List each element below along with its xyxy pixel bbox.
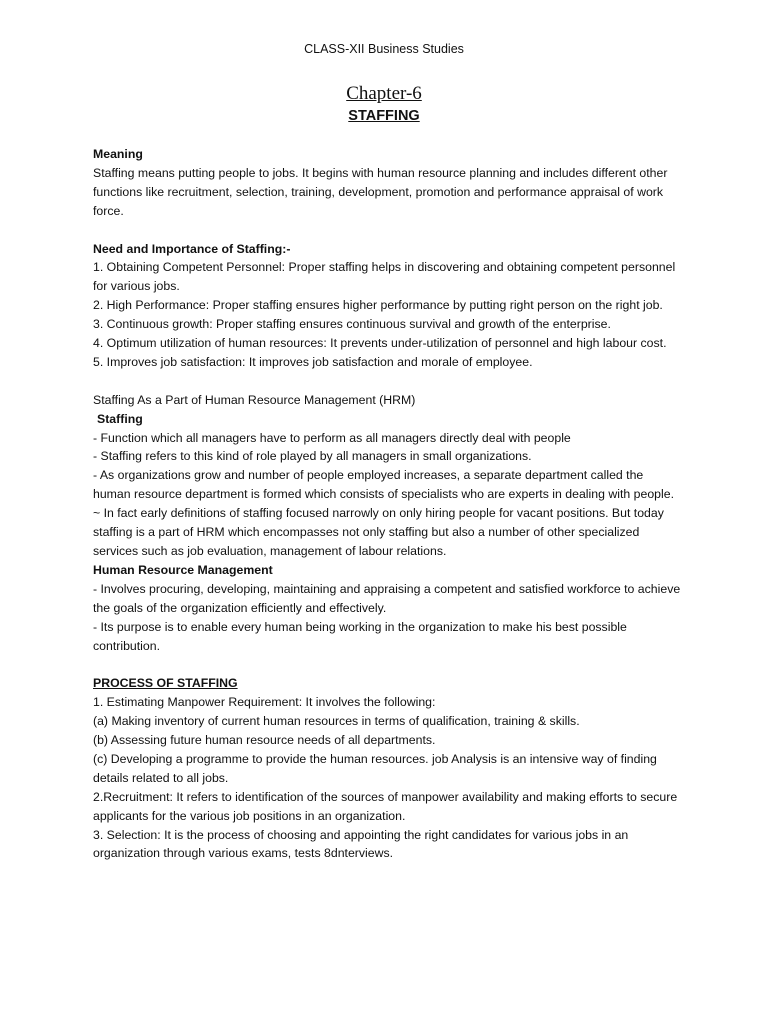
class-line: CLASS-XII Business Studies bbox=[304, 42, 464, 56]
hrm-subheading: Human Resource Management bbox=[93, 562, 273, 577]
process-item: (b) Assessing future human resource needs of all departments. bbox=[93, 733, 436, 748]
process-heading: PROCESS OF STAFFING bbox=[93, 676, 238, 691]
topic-title: STAFFING bbox=[348, 108, 420, 124]
need-item: 2. High Performance: Proper staffing ensures higher performance by putting right person on the right job. bbox=[93, 298, 663, 313]
process-item: 2.Recruitment: It refers to identification of the sources of manpower availability and making efforts to secure applicants for the various job positions in an organization. bbox=[93, 789, 678, 823]
document-body bbox=[93, 145, 683, 863]
need-item: 4. Optimum utilization of human resources: It prevents under-utilization of personnel and high labour cost. bbox=[93, 336, 667, 351]
hrm-item: - Involves procuring, developing, maintaining and appraising a competent and satisfied workforce to achieve the goals of the organization efficiently and effectively. bbox=[93, 581, 681, 615]
chapter-title: Chapter-6 bbox=[346, 83, 422, 104]
process-item: 3. Selection: It is the process of choosing and appointing the right candidates for various jobs in an organization through various exams, tests 8dnterviews. bbox=[93, 827, 629, 861]
process-item: (a) Making inventory of current human resources in terms of qualification, training & skills. bbox=[93, 714, 580, 729]
staffing-item: ~ In fact early definitions of staffing focused narrowly on only hiring people for vacant positions. But today staffing is a part of HRM which encompasses not only staffing but also a number of other specialized services such as job evaluation, management of labour relations. bbox=[93, 506, 664, 558]
process-item: (c) Developing a programme to provide the human resources. job Analysis is an intensive way of finding details related to all jobs. bbox=[93, 751, 657, 785]
staffing-subheading: Staffing bbox=[97, 411, 143, 426]
staffing-item: - As organizations grow and number of people employed increases, a separate department called the human resource department is formed which consists of specialists who are experts in dealing with people. bbox=[93, 468, 674, 502]
need-item: 5. Improves job satisfaction: It improves job satisfaction and morale of employee. bbox=[93, 354, 533, 369]
hrm-item: - Its purpose is to enable every human being working in the organization to make his best possible contribution. bbox=[93, 619, 627, 653]
meaning-text: Staffing means putting people to jobs. It begins with human resource planning and includes different other functions like recruitment, selection, training, development, promotion and performance appraisal of work force. bbox=[93, 165, 668, 218]
process-item: 1. Estimating Manpower Requirement: It involves the following: bbox=[93, 695, 436, 710]
need-item: 1. Obtaining Competent Personnel: Proper staffing helps in discovering and obtaining competent personnel for various jobs. bbox=[93, 260, 676, 294]
staffing-item: - Function which all managers have to perform as all managers directly deal with people bbox=[93, 430, 571, 445]
meaning-heading: Meaning bbox=[93, 147, 143, 161]
staffing-item: - Staffing refers to this kind of role played by all managers in small organizations. bbox=[93, 449, 532, 464]
hrm-heading: Staffing As a Part of Human Resource Management (HRM) bbox=[93, 392, 416, 407]
need-item: 3. Continuous growth: Proper staffing ensures continuous survival and growth of the enterprise. bbox=[93, 317, 611, 332]
need-heading: Need and Importance of Staffing:- bbox=[93, 241, 291, 256]
